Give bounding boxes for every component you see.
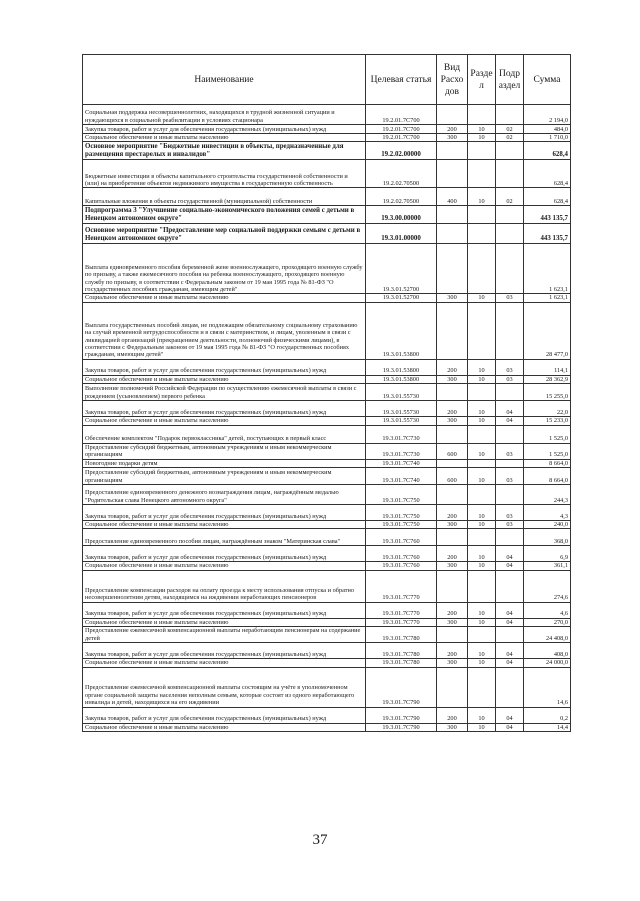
cell-name: Закупка товаров, работ и услуг для обеспечения государственных (муниципальных) нужд xyxy=(83,546,366,562)
table-row xyxy=(83,384,571,401)
cell-name: Предоставление единовременного пособия лицам, награждённым знаком "Материнская слава" xyxy=(83,529,366,546)
table-row xyxy=(83,359,571,375)
cell-section: 10 xyxy=(468,188,496,206)
cell-expense-kind xyxy=(437,142,468,160)
cell-section xyxy=(468,459,496,467)
cell-name: Социальное обеспечение и иные выплаты населению xyxy=(83,659,366,667)
cell-name: Закупка товаров, работ и услуг для обеспечения государственных (муниципальных) нужд xyxy=(83,505,366,521)
cell-target-article: 19.3.01.7С730 xyxy=(366,443,437,459)
cell-subsection xyxy=(496,667,524,707)
cell-section: 10 xyxy=(468,125,496,134)
cell-name: Основное мероприятие "Бюджетные инвестиции в объекты, предназначенные для размещения престарелых и инвалидов" xyxy=(83,142,366,160)
cell-name: Закупка товаров, работ и услуг для обеспечения государственных (муниципальных) нужд xyxy=(83,602,366,618)
cell-target-article: 19.3.01.55730 xyxy=(366,384,437,401)
cell-expense-kind: 200 xyxy=(437,401,468,417)
cell-target-article: 19.3.01.53800 xyxy=(366,302,437,359)
cell-sum: 8 664,0 xyxy=(524,468,571,485)
cell-subsection xyxy=(496,627,524,643)
cell-subsection: 04 xyxy=(496,417,524,425)
cell-target-article: 19.2.02.70500 xyxy=(366,188,437,206)
cell-expense-kind: 200 xyxy=(437,602,468,618)
cell-sum: 443 135,7 xyxy=(524,206,571,224)
cell-section: 10 xyxy=(468,443,496,459)
cell-sum: 244,3 xyxy=(524,485,571,505)
cell-section xyxy=(468,302,496,359)
cell-sum: 240,0 xyxy=(524,521,571,529)
cell-sum: 8 664,0 xyxy=(524,459,571,467)
cell-expense-kind: 200 xyxy=(437,707,468,723)
cell-target-article: 19.2.01.7С700 xyxy=(366,125,437,134)
cell-subsection: 03 xyxy=(496,359,524,375)
cell-section xyxy=(468,224,496,244)
cell-target-article: 19.3.01.52700 xyxy=(366,244,437,294)
cell-expense-kind: 200 xyxy=(437,359,468,375)
table-row xyxy=(83,570,571,602)
cell-subsection: 02 xyxy=(496,134,524,142)
cell-subsection: 02 xyxy=(496,125,524,134)
table-row xyxy=(83,134,571,142)
cell-sum: 24 000,0 xyxy=(524,659,571,667)
cell-subsection xyxy=(496,570,524,602)
cell-name: Предоставление ежемесячной компенсационной выплаты неработающим пенсионерам на содержание детей xyxy=(83,627,366,643)
cell-expense-kind xyxy=(437,206,468,224)
cell-name: Закупка товаров, работ и услуг для обеспечения государственных (муниципальных) нужд xyxy=(83,643,366,659)
table-row xyxy=(83,521,571,529)
cell-subsection xyxy=(496,224,524,244)
cell-expense-kind: 300 xyxy=(437,417,468,425)
cell-target-article: 19.3.00.00000 xyxy=(366,206,437,224)
cell-expense-kind xyxy=(437,425,468,443)
table-row xyxy=(83,667,571,707)
cell-subsection xyxy=(496,160,524,188)
table-row xyxy=(83,188,571,206)
cell-name: Социальное обеспечение и иные выплаты населению xyxy=(83,521,366,529)
page-number: 37 xyxy=(312,832,328,848)
cell-target-article: 19.3.01.7С730 xyxy=(366,425,437,443)
cell-target-article: 19.3.01.53800 xyxy=(366,359,437,375)
table-row xyxy=(83,425,571,443)
cell-section: 10 xyxy=(468,723,496,731)
cell-subsection: 02 xyxy=(496,188,524,206)
cell-expense-kind: 300 xyxy=(437,294,468,302)
table-row xyxy=(83,659,571,667)
cell-target-article: 19.3.01.7С760 xyxy=(366,562,437,570)
cell-section xyxy=(468,627,496,643)
table-row xyxy=(83,618,571,626)
cell-target-article: 19.3.01.00000 xyxy=(366,224,437,244)
header-target-article: Целевая статья xyxy=(366,55,437,105)
cell-sum: 0,2 xyxy=(524,707,571,723)
cell-target-article: 19.3.01.7С750 xyxy=(366,521,437,529)
cell-name: Выплата единовременного пособия беременной жене военнослужащего, проходящего военную службу по призыву, а также ежемесячного пособия на ребенка военнослужащего, проходящего военную службу по призыву, в соответствии с Федеральным законом от 19 мая 1995 года № 81-ФЗ "О государственных пособиях гражданам, имеющим детей" xyxy=(83,244,366,294)
table-row xyxy=(83,125,571,134)
cell-subsection: 03 xyxy=(496,443,524,459)
cell-target-article: 19.2.01.7С700 xyxy=(366,105,437,125)
cell-section: 10 xyxy=(468,659,496,667)
cell-expense-kind: 200 xyxy=(437,546,468,562)
cell-expense-kind xyxy=(437,459,468,467)
cell-section: 10 xyxy=(468,546,496,562)
cell-sum: 628,4 xyxy=(524,160,571,188)
table-row xyxy=(83,443,571,459)
cell-target-article: 19.3.01.7С780 xyxy=(366,659,437,667)
cell-section: 10 xyxy=(468,618,496,626)
table-row xyxy=(83,529,571,546)
header-name: Наименование xyxy=(83,55,366,105)
cell-section xyxy=(468,244,496,294)
table-row xyxy=(83,546,571,562)
cell-section: 10 xyxy=(468,602,496,618)
cell-section xyxy=(468,105,496,125)
cell-expense-kind: 300 xyxy=(437,521,468,529)
cell-target-article: 19.3.01.7С770 xyxy=(366,618,437,626)
cell-sum: 4,3 xyxy=(524,505,571,521)
cell-subsection xyxy=(496,142,524,160)
cell-name: Новогодние подарки детям xyxy=(83,459,366,467)
cell-section xyxy=(468,570,496,602)
cell-sum: 114,1 xyxy=(524,359,571,375)
cell-name: Бюджетные инвестиции в объекты капитального строительства государственной собственности и (или) на приобретение объектов недвижимого имущества в государственную собственность xyxy=(83,160,366,188)
cell-section xyxy=(468,425,496,443)
cell-sum: 1 710,0 xyxy=(524,134,571,142)
cell-sum: 368,0 xyxy=(524,529,571,546)
cell-sum: 2 194,0 xyxy=(524,105,571,125)
cell-target-article: 19.2.02.70500 xyxy=(366,160,437,188)
cell-section: 10 xyxy=(468,521,496,529)
cell-expense-kind: 300 xyxy=(437,562,468,570)
cell-name: Социальное обеспечение и иные выплаты населению xyxy=(83,562,366,570)
cell-sum: 484,0 xyxy=(524,125,571,134)
cell-sum: 443 135,7 xyxy=(524,224,571,244)
header-expense-kind: Вид Расхо дов xyxy=(437,55,468,105)
budget-table xyxy=(82,54,571,732)
cell-expense-kind xyxy=(437,224,468,244)
cell-sum: 22,0 xyxy=(524,401,571,417)
cell-expense-kind xyxy=(437,667,468,707)
header-subsection: Подр аздел xyxy=(496,55,524,105)
cell-name: Обеспечение комплектом "Подарок первоклассника" детей, поступающих в первый класс xyxy=(83,425,366,443)
cell-target-article: 19.3.01.7С780 xyxy=(366,627,437,643)
cell-section xyxy=(468,485,496,505)
cell-expense-kind xyxy=(437,384,468,401)
cell-expense-kind xyxy=(437,302,468,359)
cell-section: 10 xyxy=(468,359,496,375)
cell-expense-kind xyxy=(437,485,468,505)
table-row xyxy=(83,459,571,467)
cell-sum: 361,1 xyxy=(524,562,571,570)
cell-subsection xyxy=(496,244,524,294)
cell-sum: 24 408,0 xyxy=(524,627,571,643)
cell-sum: 270,0 xyxy=(524,618,571,626)
cell-subsection: 04 xyxy=(496,602,524,618)
table-row xyxy=(83,224,571,244)
cell-target-article: 19.3.01.7С760 xyxy=(366,546,437,562)
cell-subsection: 04 xyxy=(496,707,524,723)
cell-expense-kind: 300 xyxy=(437,375,468,383)
cell-section xyxy=(468,206,496,224)
cell-expense-kind: 200 xyxy=(437,125,468,134)
table-row xyxy=(83,627,571,643)
table-row xyxy=(83,643,571,659)
table-header xyxy=(83,55,571,105)
cell-subsection: 04 xyxy=(496,723,524,731)
cell-expense-kind: 300 xyxy=(437,659,468,667)
cell-expense-kind: 600 xyxy=(437,468,468,485)
cell-sum: 408,0 xyxy=(524,643,571,659)
cell-section: 10 xyxy=(468,401,496,417)
cell-subsection: 04 xyxy=(496,401,524,417)
header-section: Разде л xyxy=(468,55,496,105)
cell-sum: 15 255,0 xyxy=(524,384,571,401)
table-row xyxy=(83,485,571,505)
cell-sum: 28 477,0 xyxy=(524,302,571,359)
cell-subsection: 04 xyxy=(496,659,524,667)
cell-expense-kind xyxy=(437,244,468,294)
table-row xyxy=(83,375,571,383)
cell-target-article: 19.3.01.53800 xyxy=(366,375,437,383)
cell-section xyxy=(468,529,496,546)
cell-target-article: 19.3.01.7С790 xyxy=(366,707,437,723)
cell-name: Закупка товаров, работ и услуг для обеспечения государственных (муниципальных) нужд xyxy=(83,125,366,134)
cell-target-article: 19.3.01.55730 xyxy=(366,417,437,425)
cell-target-article: 19.3.01.55730 xyxy=(366,401,437,417)
cell-sum: 15 233,0 xyxy=(524,417,571,425)
cell-section: 10 xyxy=(468,294,496,302)
cell-sum: 14,4 xyxy=(524,723,571,731)
table-row xyxy=(83,417,571,425)
cell-section xyxy=(468,160,496,188)
cell-name: Социальное обеспечение и иные выплаты населению xyxy=(83,294,366,302)
table-row xyxy=(83,302,571,359)
table-row xyxy=(83,206,571,224)
cell-subsection: 03 xyxy=(496,294,524,302)
cell-expense-kind xyxy=(437,627,468,643)
cell-subsection xyxy=(496,529,524,546)
table-row xyxy=(83,105,571,125)
cell-subsection xyxy=(496,384,524,401)
cell-section: 10 xyxy=(468,562,496,570)
cell-name: Предоставление субсидий бюджетным, автономным учреждениям и иным некоммерческим организациям xyxy=(83,443,366,459)
cell-name: Предоставление ежемесячной компенсационной выплаты состоящим на учёте в уполномоченном органе социальной защиты населения неполным семьям, которые состоят из одного неработающего инвалида и детей, находящихся на его иждивении xyxy=(83,667,366,707)
header-sum: Сумма xyxy=(524,55,571,105)
cell-expense-kind: 300 xyxy=(437,134,468,142)
cell-sum: 28 362,9 xyxy=(524,375,571,383)
cell-target-article: 19.2.01.7С700 xyxy=(366,134,437,142)
cell-section xyxy=(468,667,496,707)
cell-sum: 274,6 xyxy=(524,570,571,602)
cell-target-article: 19.3.01.7С750 xyxy=(366,505,437,521)
cell-name: Выплата государственных пособий лицам, не подлежащим обязательному социальному страхованию на случай временной нетрудоспособности и в связи с материнством, и лицам, уволенным в связи с ликвидацией организаций (прекращением деятельности, полномочий физическими лицами), в соответствии с Федеральным законом от 19 мая 1995 года № 81-ФЗ "О государственных пособиях гражданам, имеющим детей" xyxy=(83,302,366,359)
cell-subsection: 04 xyxy=(496,546,524,562)
cell-target-article: 19.2.02.00000 xyxy=(366,142,437,160)
cell-section xyxy=(468,142,496,160)
cell-subsection: 04 xyxy=(496,643,524,659)
table-row xyxy=(83,602,571,618)
cell-subsection: 03 xyxy=(496,521,524,529)
cell-expense-kind: 300 xyxy=(437,618,468,626)
cell-target-article: 19.3.01.7С740 xyxy=(366,468,437,485)
table-row xyxy=(83,723,571,731)
cell-name: Социальное обеспечение и иные выплаты населению xyxy=(83,134,366,142)
cell-subsection: 03 xyxy=(496,375,524,383)
cell-expense-kind xyxy=(437,570,468,602)
cell-expense-kind: 300 xyxy=(437,723,468,731)
cell-name: Предоставление компенсации расходов на оплату проезда к месту использования отпуска и обратно несовершеннолетним детям, находящимся на иждивении неработающих пенсионеров xyxy=(83,570,366,602)
cell-target-article: 19.3.01.7С750 xyxy=(366,485,437,505)
cell-section: 10 xyxy=(468,707,496,723)
table-row xyxy=(83,142,571,160)
cell-name: Закупка товаров, работ и услуг для обеспечения государственных (муниципальных) нужд xyxy=(83,707,366,723)
cell-expense-kind xyxy=(437,105,468,125)
cell-section: 10 xyxy=(468,468,496,485)
cell-sum: 6,9 xyxy=(524,546,571,562)
table-row xyxy=(83,468,571,485)
table-row xyxy=(83,160,571,188)
table-row xyxy=(83,244,571,294)
cell-target-article: 19.3.01.7С790 xyxy=(366,723,437,731)
cell-section xyxy=(468,384,496,401)
table-row xyxy=(83,294,571,302)
cell-name: Выполнение полномочий Российской Федерации по осуществлению ежемесячной выплаты в связи с рождением (усыновлением) первого ребенка xyxy=(83,384,366,401)
cell-sum: 1 623,1 xyxy=(524,294,571,302)
table-row xyxy=(83,707,571,723)
cell-target-article: 19.3.01.7С790 xyxy=(366,667,437,707)
cell-name: Закупка товаров, работ и услуг для обеспечения государственных (муниципальных) нужд xyxy=(83,401,366,417)
cell-section: 10 xyxy=(468,375,496,383)
cell-name: Социальное обеспечение и иные выплаты населению xyxy=(83,417,366,425)
cell-target-article: 19.3.01.7С770 xyxy=(366,602,437,618)
table-row xyxy=(83,562,571,570)
cell-target-article: 19.3.01.7С770 xyxy=(366,570,437,602)
cell-sum: 4,6 xyxy=(524,602,571,618)
cell-sum: 1 525,0 xyxy=(524,443,571,459)
cell-name: Социальное обеспечение и иные выплаты населению xyxy=(83,375,366,383)
cell-target-article: 19.3.01.7С760 xyxy=(366,529,437,546)
cell-expense-kind: 600 xyxy=(437,443,468,459)
cell-name: Основное мероприятие "Предоставление мер социальной поддержки семьям с детьми в Ненецком автономном округе" xyxy=(83,224,366,244)
cell-sum: 1 525,0 xyxy=(524,425,571,443)
cell-expense-kind: 200 xyxy=(437,505,468,521)
cell-subsection xyxy=(496,485,524,505)
table-row xyxy=(83,505,571,521)
cell-subsection: 03 xyxy=(496,468,524,485)
cell-name: Предоставление единовременного денежного вознаграждения лицам, награждённым медалью "Родительская слава Ненецкого автономного округа" xyxy=(83,485,366,505)
cell-section: 10 xyxy=(468,643,496,659)
cell-section: 10 xyxy=(468,134,496,142)
cell-sum: 628,4 xyxy=(524,188,571,206)
cell-sum: 14,6 xyxy=(524,667,571,707)
cell-name: Социальная поддержка несовершеннолетних, находящихся в трудной жизненной ситуации и нуждающихся в социальной реабилитации в условиях стационара xyxy=(83,105,366,125)
cell-subsection xyxy=(496,302,524,359)
cell-sum: 1 623,1 xyxy=(524,244,571,294)
cell-sum: 628,4 xyxy=(524,142,571,160)
cell-subsection: 03 xyxy=(496,505,524,521)
cell-subsection xyxy=(496,425,524,443)
cell-name: Социальное обеспечение и иные выплаты населению xyxy=(83,723,366,731)
cell-target-article: 19.3.01.7С780 xyxy=(366,643,437,659)
cell-section: 10 xyxy=(468,505,496,521)
cell-expense-kind xyxy=(437,529,468,546)
cell-expense-kind: 400 xyxy=(437,188,468,206)
cell-subsection: 04 xyxy=(496,618,524,626)
cell-expense-kind xyxy=(437,160,468,188)
table-row xyxy=(83,401,571,417)
cell-subsection xyxy=(496,206,524,224)
cell-name: Закупка товаров, работ и услуг для обеспечения государственных (муниципальных) нужд xyxy=(83,359,366,375)
cell-name: Социальное обеспечение и иные выплаты населению xyxy=(83,618,366,626)
cell-target-article: 19.3.01.52700 xyxy=(366,294,437,302)
cell-subsection xyxy=(496,459,524,467)
cell-name: Капитальные вложения в объекты государственной (муниципальной) собственности xyxy=(83,188,366,206)
table-body xyxy=(83,105,571,732)
cell-target-article: 19.3.01.7С740 xyxy=(366,459,437,467)
cell-section: 10 xyxy=(468,417,496,425)
cell-subsection: 04 xyxy=(496,562,524,570)
cell-expense-kind: 200 xyxy=(437,643,468,659)
cell-name: Подпрограмма 3 "Улучшение социально-экономического положения семей с детьми в Ненецком автономном округе" xyxy=(83,206,366,224)
cell-name: Предоставление субсидий бюджетным, автономным учреждениям и иным некоммерческим организациям xyxy=(83,468,366,485)
cell-subsection xyxy=(496,105,524,125)
